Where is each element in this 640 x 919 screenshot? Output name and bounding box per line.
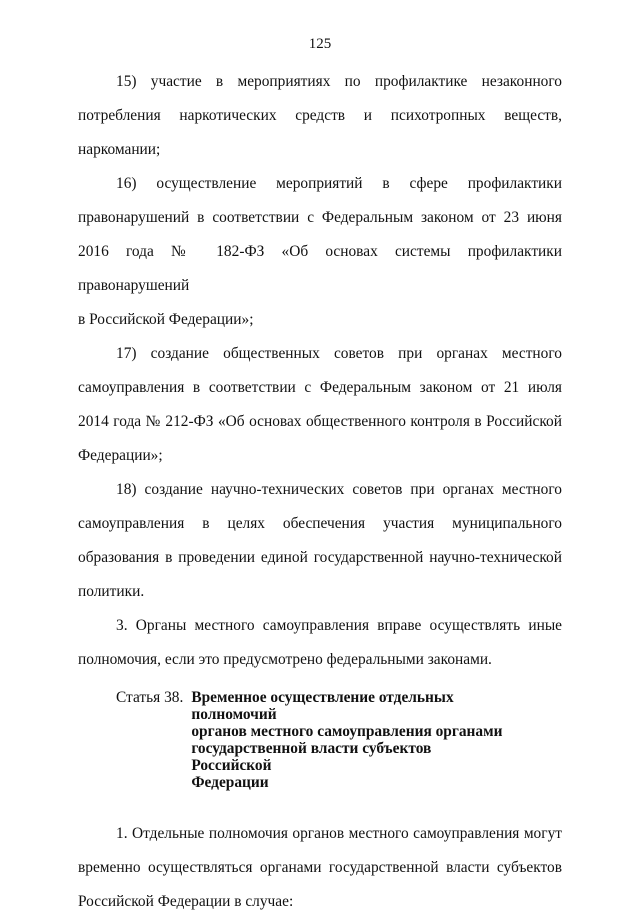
text-line: потребления наркотических средств и психотропных веществ, наркомании;	[78, 107, 562, 158]
paragraph-item-18	[78, 473, 562, 609]
text-line: 3. Органы местного самоуправления вправе осуществлять иные	[116, 617, 562, 634]
text-line: 16) осуществление мероприятий в сфере профилактики	[116, 175, 562, 192]
text-line: Федерации»;	[78, 447, 163, 464]
text-line: самоуправления в целях обеспечения участия муниципального	[78, 515, 562, 532]
paragraph-item-15	[78, 65, 562, 167]
text-line: 2014 года № 212-ФЗ «Об основах общественного контроля в Российской	[78, 413, 562, 430]
page-number: 125	[308, 36, 332, 52]
paragraph-item-16	[78, 167, 562, 337]
article-label: Статья 38.	[116, 689, 184, 706]
text-line: полномочия, если это предусмотрено федеральными законами.	[78, 651, 492, 668]
text-line: правонарушений в соответствии с Федеральным законом от 23 июня	[78, 209, 562, 226]
paragraph-item-17	[78, 337, 562, 473]
paragraph-part-3	[78, 609, 562, 677]
text-line: 2016 года № 182-ФЗ «Об основах системы профилактики правонарушений	[78, 243, 562, 294]
article-title-line: Федерации	[191, 774, 269, 791]
text-line: самоуправления в соответствии с Федеральным законом от 21 июля	[78, 379, 562, 396]
article-title-line: Временное осуществление отдельных полномочий	[191, 689, 454, 723]
document-body	[78, 65, 562, 919]
text-line: 1. Отдельные полномочия органов местного самоуправления могут	[116, 825, 562, 842]
text-line: 18) создание научно-технических советов при органах местного	[116, 481, 562, 498]
article-heading	[78, 689, 562, 791]
text-line: 15) участие в мероприятиях по профилактике незаконного	[116, 73, 562, 90]
text-line: 17) создание общественных советов при органах местного	[116, 345, 562, 362]
article-title	[191, 689, 511, 791]
article-title-line: органов местного самоуправления органами	[191, 723, 503, 740]
text-line: временно осуществляться органами государственной власти субъектов	[78, 859, 562, 876]
text-line: Российской Федерации в случае:	[78, 893, 294, 910]
text-line: в Российской Федерации»;	[78, 311, 254, 328]
text-line: политики.	[78, 583, 145, 600]
article-title-line: государственной власти субъектов Российской	[191, 740, 432, 774]
text-line: образования в проведении единой государственной научно-технической	[78, 549, 562, 566]
